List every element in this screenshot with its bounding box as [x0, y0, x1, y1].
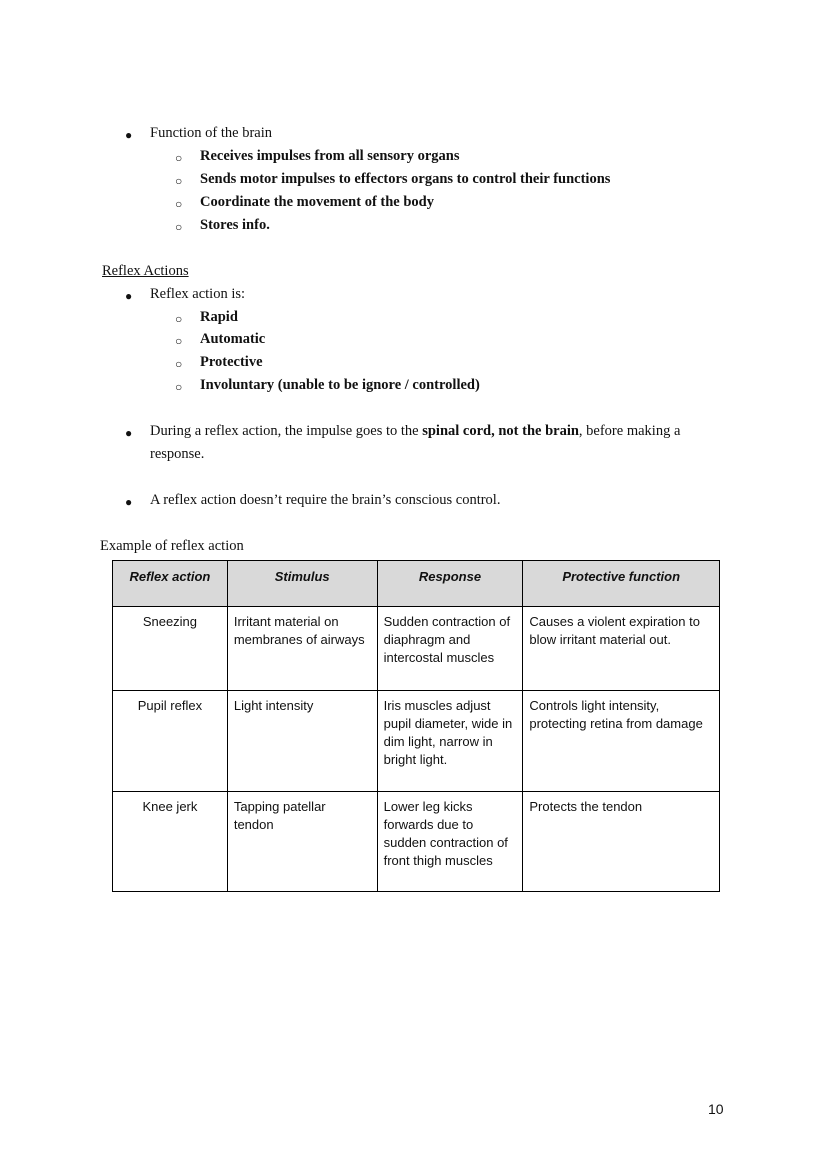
- sub-bullet-circle: ○: [175, 174, 183, 188]
- sub-bullet-circle: ○: [175, 197, 183, 211]
- cell-line: forwards due to: [383, 817, 474, 832]
- cell-line: Sneezing: [142, 614, 198, 629]
- table-cell-response: [377, 607, 523, 691]
- sub-bullet-circle: ○: [175, 220, 183, 234]
- table-caption: Example of reflex action: [100, 538, 244, 554]
- cell-line: Protects the tendon: [529, 799, 643, 814]
- brain-function-item: Coordinate the movement of the body: [200, 194, 434, 210]
- sub-bullet-circle: ○: [175, 357, 183, 371]
- table-row: [113, 792, 720, 892]
- brain-function-item: Receives impulses from all sensory organs: [200, 148, 460, 164]
- table-row: [113, 607, 720, 691]
- table-cell-protective-function: [523, 691, 720, 792]
- table-header-row: [113, 561, 720, 607]
- cell-line: Controls light intensity,: [529, 698, 660, 713]
- reflex-property-item: Automatic: [200, 331, 266, 347]
- table-header-cell: Response: [377, 561, 523, 607]
- cell-line: protecting retina from damage: [529, 716, 703, 731]
- bullet-dot: ●: [125, 128, 133, 142]
- table-cell-protective-function: [523, 792, 720, 892]
- table-header-cell: Protective function: [523, 561, 720, 607]
- bullet-dot: ●: [125, 289, 133, 303]
- cell-line: Irritant material on: [233, 614, 339, 629]
- cell-line: tendon: [233, 817, 274, 832]
- sub-bullet-circle: ○: [175, 334, 183, 348]
- table-cell-stimulus: [227, 691, 377, 792]
- table-cell-response: [377, 691, 523, 792]
- cell-line: front thigh muscles: [383, 853, 493, 868]
- table-header-cell: Stimulus: [227, 561, 377, 607]
- cell-line: Sudden contraction of: [383, 614, 511, 629]
- page-number: 10: [708, 1101, 724, 1117]
- cell-line: blow irritant material out.: [529, 632, 671, 647]
- reflex-pathway-text-end: , before making a: [578, 423, 681, 439]
- table-row: [113, 691, 720, 792]
- reflex-pathway-text-start: During a reflex action, the impulse goes to the: [150, 423, 423, 439]
- cell-line: intercostal muscles: [383, 650, 495, 665]
- cell-line: Pupil reflex: [137, 698, 203, 713]
- table-cell-reflex: [113, 607, 228, 691]
- cell-line: bright light.: [383, 752, 448, 767]
- cell-line: diaphragm and: [383, 632, 471, 647]
- table-cell-response: [377, 792, 523, 892]
- cell-line: Tapping patellar: [233, 799, 326, 814]
- table-cell-stimulus: [227, 607, 377, 691]
- bullet-dot: ●: [125, 495, 133, 509]
- reflex-property-item: Rapid: [200, 309, 238, 325]
- cell-line: Knee jerk: [142, 799, 198, 814]
- cell-line: sudden contraction of: [383, 835, 508, 850]
- table-cell-protective-function: [523, 607, 720, 691]
- section-heading-reflex-actions: Reflex Actions: [102, 263, 189, 279]
- table-cell-reflex: [113, 792, 228, 892]
- reflex-property-item: Involuntary (unable to be ignore / controlled): [200, 377, 480, 393]
- cell-line: Lower leg kicks: [383, 799, 473, 814]
- reflex-pathway-bold: spinal cord, not the brain: [422, 423, 579, 439]
- reflex-pathway-bullet: [150, 420, 680, 443]
- reflex-action-is-bullet: Reflex action is:: [150, 286, 246, 302]
- cell-line: Iris muscles adjust: [383, 698, 491, 713]
- conscious-control-bullet: A reflex action doesn’t require the brain’s conscious control.: [150, 492, 501, 508]
- table-header-cell: Reflex action: [113, 561, 228, 607]
- table-cell-reflex: [113, 691, 228, 792]
- brain-function-item: Sends motor impulses to effectors organs to control their functions: [200, 171, 611, 187]
- table-cell-stimulus: [227, 792, 377, 892]
- sub-bullet-circle: ○: [175, 312, 183, 326]
- sub-bullet-circle: ○: [175, 380, 183, 394]
- cell-line: membranes of airways: [233, 632, 365, 647]
- cell-line: Causes a violent expiration to: [529, 614, 700, 629]
- cell-line: dim light, narrow in: [383, 734, 493, 749]
- brain-function-item: Stores info.: [200, 217, 270, 233]
- cell-line: pupil diameter, wide in: [383, 716, 513, 731]
- brain-function-bullet: Function of the brain: [150, 125, 273, 141]
- bullet-dot: ●: [125, 426, 133, 440]
- reflex-property-item: Protective: [200, 354, 263, 370]
- reflex-action-table: [112, 560, 720, 892]
- sub-bullet-circle: ○: [175, 151, 183, 165]
- cell-line: Light intensity: [233, 698, 314, 713]
- reflex-pathway-continuation: response.: [150, 446, 205, 462]
